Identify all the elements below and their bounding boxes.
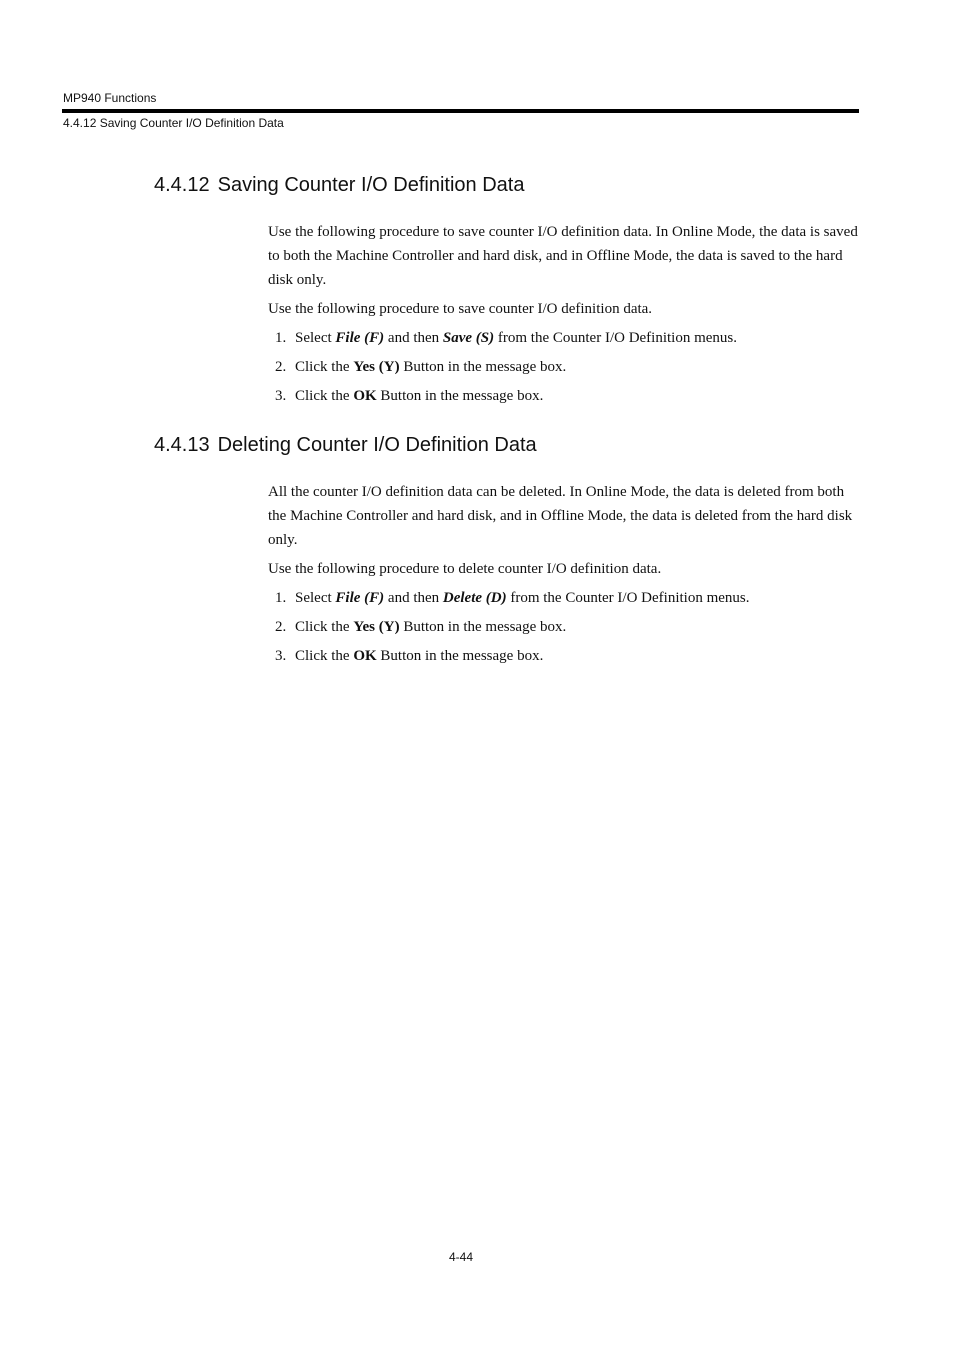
- step-item: [268, 326, 860, 350]
- step-number: 3.: [275, 648, 287, 664]
- menu-name: File (F): [335, 590, 385, 606]
- section-heading-saving: [154, 174, 524, 197]
- step-text: Button in the message box.: [376, 388, 544, 404]
- step-text: Button in the message box.: [376, 648, 544, 664]
- button-name: Yes (Y): [353, 619, 400, 635]
- section-heading-deleting: [154, 434, 537, 457]
- paragraph: Use the following procedure to save counter I/O definition data.: [268, 301, 653, 317]
- step-text: Click the: [295, 619, 354, 635]
- button-name: OK: [353, 648, 377, 664]
- step-text: Select: [295, 330, 336, 346]
- step-text: from the Counter I/O Definition menus.: [494, 330, 738, 346]
- step-item: [268, 644, 860, 668]
- step-text: Click the: [295, 359, 354, 375]
- step-text: Click the: [295, 388, 354, 404]
- button-name: OK: [353, 388, 377, 404]
- step-number: 3.: [275, 388, 287, 404]
- running-header-title: MP940 Functions: [63, 91, 157, 105]
- step-item: [268, 586, 860, 610]
- step-number: 2.: [275, 359, 287, 375]
- step-item: [268, 615, 860, 639]
- menu-name: Delete (D): [442, 590, 507, 606]
- step-number: 1.: [275, 330, 287, 346]
- section-number: 4.4.12: [154, 174, 210, 196]
- running-header-subtitle: 4.4.12 Saving Counter I/O Definition Data: [63, 116, 284, 130]
- step-text: and then: [384, 590, 443, 606]
- header-rule: [62, 109, 859, 113]
- step-text: and then: [384, 330, 443, 346]
- menu-name: File (F): [335, 330, 385, 346]
- step-text: from the Counter I/O Definition menus.: [506, 590, 750, 606]
- menu-name: Save (S): [442, 330, 495, 346]
- step-item: [268, 384, 860, 408]
- step-text: Select: [295, 590, 336, 606]
- button-name: Yes (Y): [353, 359, 400, 375]
- step-text: Button in the message box.: [399, 619, 567, 635]
- step-number: 2.: [275, 619, 287, 635]
- procedure-steps: [268, 326, 860, 408]
- section-title: Deleting Counter I/O Definition Data: [217, 434, 537, 456]
- page-number: 4-44: [448, 1250, 474, 1264]
- step-text: Click the: [295, 648, 354, 664]
- paragraph: Use the following procedure to delete counter I/O definition data.: [268, 561, 662, 577]
- step-text: Button in the message box.: [399, 359, 567, 375]
- section-number: 4.4.13: [154, 434, 210, 456]
- section-body-saving: [268, 220, 860, 413]
- section-body-deleting: [268, 480, 860, 673]
- paragraph: Use the following procedure to save counter I/O definition data. In Online Mode, the data is saved to both the Machine Controller and hard disk, and in Offline Mode, the data is saved to the hard disk only.: [268, 224, 858, 288]
- paragraph: All the counter I/O definition data can be deleted. In Online Mode, the data is deleted from both the Machine Controller and hard disk, and in Offline Mode, the data is deleted from the hard disk only.: [268, 484, 853, 548]
- procedure-steps: [268, 586, 860, 668]
- section-title: Saving Counter I/O Definition Data: [217, 174, 525, 196]
- step-number: 1.: [275, 590, 287, 606]
- step-item: [268, 355, 860, 379]
